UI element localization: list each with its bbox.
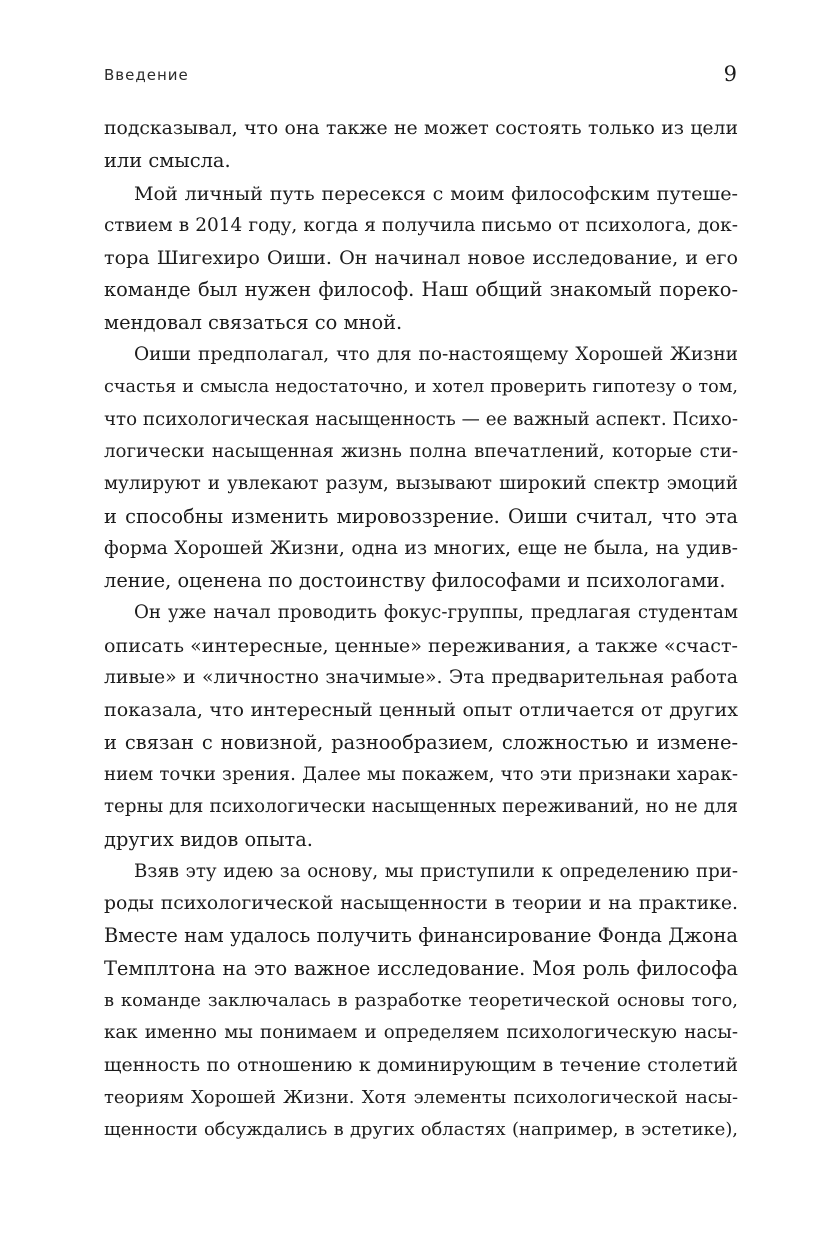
text-line: показала, что интересный ценный опыт отличается от других [104,698,738,722]
text-line: теориям Хорошей Жизни. Хотя элементы психологической насы- [104,1086,738,1108]
text-line: Взяв эту идею за основу, мы приступили к определению при- [134,860,738,882]
text-line: что психологическая насыщенность — ее важный аспект. Психо- [104,408,738,430]
text-line: логически насыщенная жизнь полна впечатлений, которые сти- [104,440,738,462]
text-line: Он уже начал проводить фокус-группы, предлагая студентам [134,602,738,624]
page-number: 9 [723,62,737,86]
text-line: или смысла. [104,149,231,173]
text-line: ливые» и «личностно значимые». Эта предварительная работа [104,667,738,689]
text-line: подсказывал, что она также не может состоять только из цели [104,118,738,139]
text-line: описать «интересные, ценные» переживания, а также «счаст- [104,633,738,657]
text-line: тора Шигехиро Оиши. Он начинал новое исследование, и его [104,246,738,270]
text-line: Вместе нам удалось получить финансирование Фонда Джона [104,924,738,948]
text-line: терны для психологически насыщенных переживаний, но не для [104,796,738,818]
text-line: ствием в 2014 году, когда я получила письмо от психолога, док- [104,214,738,236]
text-line: счастья и смысла недостаточно, и хотел проверить гипотезу о том, [104,377,738,398]
text-line: нием точки зрения. Далее мы покажем, что эти признаки харак- [104,763,738,785]
text-line: других видов опыта. [104,827,313,851]
text-line: мендовал связаться со мной. [104,310,403,334]
text-line: в команде заключалась в разработке теоретической основы того, [104,990,738,1012]
text-line: ление, оценена по достоинству философами и психологами. [104,569,726,593]
text-line: и связан с новизной, разнообразием, сложностью и измене- [104,730,738,754]
running-head-title: Введение [104,66,189,84]
text-line: как именно мы понимаем и определяем психологическую насы- [104,1022,738,1044]
text-line: Темплтона на это важное исследование. Моя роль философа [104,956,738,980]
text-line: форма Хорошей Жизни, одна из многих, еще не была, на удив- [104,537,738,559]
text-line: мулируют и увлекают разум, вызывают широкий спектр эмоций [104,473,738,495]
text-line: роды психологической насыщенности в теории и на практике. [104,893,738,915]
text-line: щенность по отношению к доминирующим в течение столетий [104,1054,738,1076]
text-line: щенности обсуждались в других областях (например, в эстетике), [104,1119,738,1141]
text-line: команде был нужен философ. Наш общий знакомый пореко- [104,278,738,302]
text-line: Мой личный путь пересекся с моим философским путеше- [134,181,738,205]
body-text [104,113,738,1147]
text-line: Оиши предполагал, что для по-настоящему Хорошей Жизни [134,344,738,366]
text-line: и способны изменить мировоззрение. Оиши считал, что эта [104,504,738,528]
